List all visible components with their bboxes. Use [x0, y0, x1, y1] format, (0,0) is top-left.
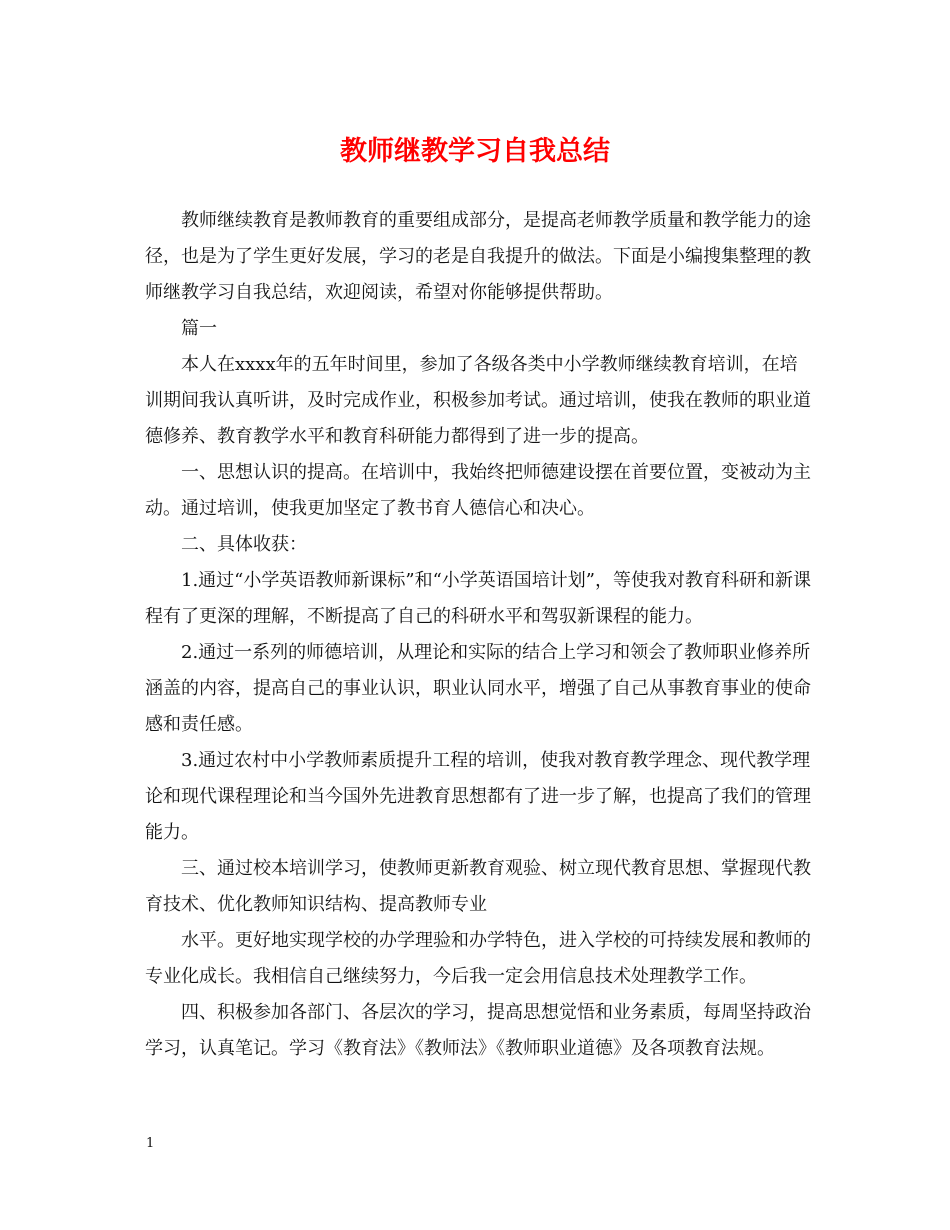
paragraph-point-three: 三、通过校本培训学习，使教师更新教育观验、树立现代教育思想、掌握现代教育技术、优化教师知识结构、提高教师专业: [145, 858, 811, 915]
document-body: [145, 203, 815, 1067]
page-number: 1: [146, 1136, 155, 1151]
page-title: 教师继教学习自我总结: [340, 136, 610, 167]
paragraph-point-four: 四、积极参加各部门、各层次的学习，提高思想觉悟和业务素质，每周坚持政治学习，认真笔记。学习《教育法》《教师法》《教师职业道德》及各项教育法规。: [145, 1002, 811, 1059]
paragraph-section-label: 篇一: [181, 318, 217, 339]
paragraph-intro: 教师继续教育是教师教育的重要组成部分，是提高老师教学质量和教学能力的途径，也是为了学生更好发展，学习的老是自我提升的做法。下面是小编搜集整理的教师继教学习自我总结，欢迎阅读，希望对你能够提供帮助。: [145, 210, 811, 303]
paragraph-point-one: 一、思想认识的提高。在培训中，我始终把师德建设摆在首要位置，变被动为主动。通过培训，使我更加坚定了教书育人德信心和决心。: [145, 462, 811, 519]
paragraph-point-three-continued: 水平。更好地实现学校的办学理验和办学特色，进入学校的可持续发展和教师的专业化成长。我相信自己继续努力，今后我一定会用信息技术处理教学工作。: [145, 930, 811, 987]
paragraph-gain-2: 2.通过一系列的师德培训，从理论和实际的结合上学习和领会了教师职业修养所涵盖的内容，提高自己的事业认识，职业认同水平，增强了自己从事教育事业的使命感和责任感。: [145, 642, 811, 735]
paragraph-gain-3: 3.通过农村中小学教师素质提升工程的培训，使我对教育教学理念、现代教学理论和现代课程理论和当今国外先进教育思想都有了进一步了解，也提高了我们的管理能力。: [145, 750, 811, 843]
paragraph-gain-1: 1.通过“小学英语教师新课标”和“小学英语国培计划”，等使我对教育科研和新课程有了更深的理解，不断提高了自己的科研水平和驾驭新课程的能力。: [145, 570, 811, 627]
paragraph-overview: 本人在xxxx年的五年时间里，参加了各级各类中小学教师继续教育培训，在培训期间我认真听讲，及时完成作业，积极参加考试。通过培训，使我在教师的职业道德修养、教育教学水平和教育科研能力都得到了进一步的提高。: [145, 354, 811, 447]
paragraph-point-two-heading: 二、具体收获：: [181, 534, 307, 555]
